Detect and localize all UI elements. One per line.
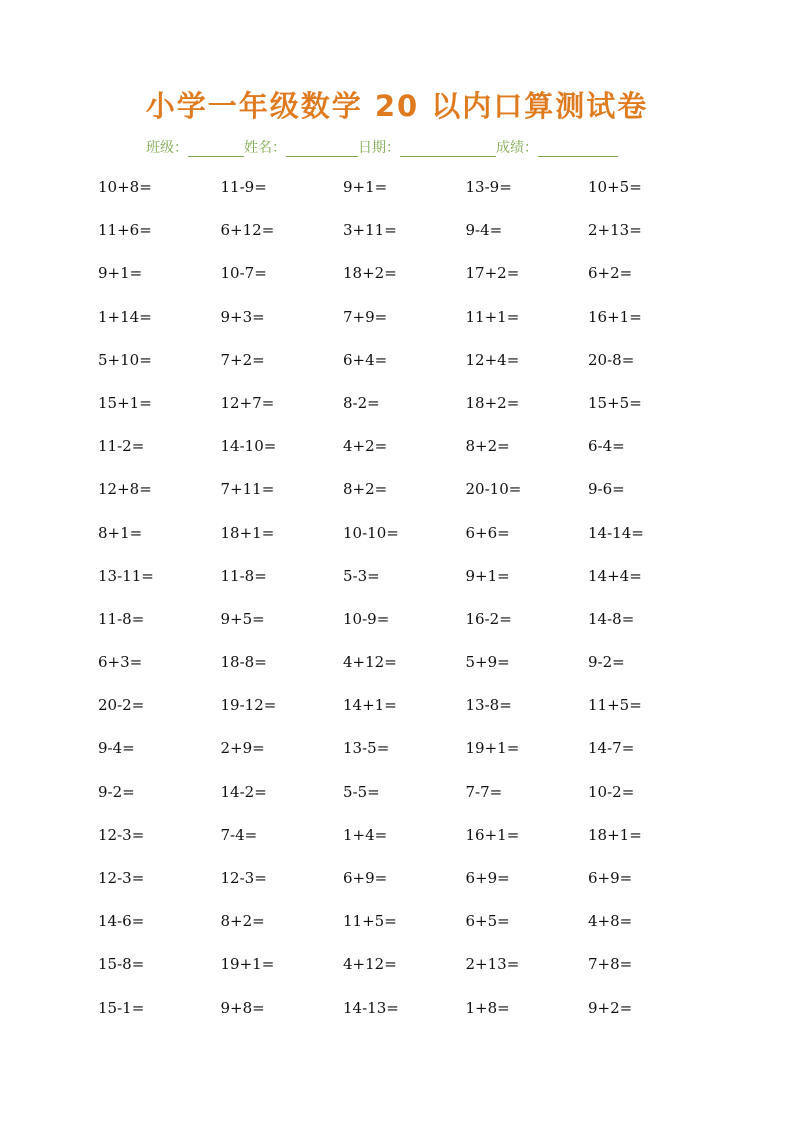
arithmetic-problem: 10+5= <box>588 178 642 196</box>
arithmetic-problem: 20-8= <box>588 350 635 369</box>
score-label: 成绩： <box>496 140 538 156</box>
problem-row <box>98 480 718 523</box>
arithmetic-problem: 13-8= <box>465 696 512 715</box>
arithmetic-problem: 16-2= <box>465 609 512 628</box>
problem-row <box>98 610 718 653</box>
arithmetic-problem: 14-10= <box>220 437 277 456</box>
arithmetic-problem: 6+4= <box>343 350 388 369</box>
arithmetic-problem: 15-1= <box>98 998 145 1017</box>
arithmetic-problem: 7+9= <box>343 307 388 326</box>
problem-row <box>98 783 718 826</box>
arithmetic-problem: 7+8= <box>588 955 633 974</box>
arithmetic-problem: 19-12= <box>220 696 277 715</box>
arithmetic-problem: 13-5= <box>343 739 390 758</box>
arithmetic-problem: 6+12= <box>220 221 275 240</box>
problem-row <box>98 955 718 998</box>
problem-row <box>98 394 718 437</box>
arithmetic-problem: 12-3= <box>98 869 145 887</box>
arithmetic-problem: 10-9= <box>343 609 390 628</box>
arithmetic-problem: 12-3= <box>220 869 267 887</box>
arithmetic-problem: 18+1= <box>588 825 642 844</box>
arithmetic-problem: 2+13= <box>465 955 520 974</box>
arithmetic-problem: 14-13= <box>343 998 399 1017</box>
problem-row <box>98 264 718 307</box>
problem-row <box>98 567 718 610</box>
arithmetic-problem: 15+1= <box>98 393 152 412</box>
arithmetic-problem: 5-5= <box>343 782 380 801</box>
arithmetic-problem: 16+1= <box>588 307 642 326</box>
arithmetic-problem: 6-4= <box>588 437 625 456</box>
problem-row <box>98 826 718 869</box>
arithmetic-problem: 12-3= <box>98 825 145 844</box>
problem-row <box>98 912 718 955</box>
arithmetic-problem: 8+2= <box>465 437 510 456</box>
arithmetic-problem: 18+2= <box>343 264 397 283</box>
arithmetic-problem: 1+14= <box>98 307 152 326</box>
arithmetic-problem: 9+8= <box>220 998 265 1017</box>
arithmetic-problem: 6+2= <box>588 264 633 283</box>
arithmetic-problem: 14+4= <box>588 566 642 585</box>
arithmetic-problem: 11-9= <box>220 178 267 196</box>
arithmetic-problem: 11+6= <box>98 221 152 240</box>
arithmetic-problem: 16+1= <box>465 825 520 844</box>
arithmetic-problem: 6+9= <box>343 869 388 887</box>
arithmetic-problem: 9-4= <box>98 739 135 758</box>
problem-row <box>98 869 718 912</box>
date-label: 日期： <box>358 140 400 156</box>
arithmetic-problem: 13-11= <box>98 566 154 585</box>
arithmetic-problem: 18+1= <box>220 523 275 542</box>
arithmetic-problem: 14+1= <box>343 696 397 715</box>
arithmetic-problem: 14-2= <box>220 782 267 801</box>
arithmetic-problem: 14-8= <box>588 609 635 628</box>
name-field <box>244 137 358 157</box>
arithmetic-problem: 6+9= <box>465 869 510 887</box>
problem-row <box>98 351 718 394</box>
arithmetic-problem: 15+5= <box>588 393 642 412</box>
arithmetic-problem: 9+2= <box>588 998 633 1017</box>
arithmetic-problem: 11-8= <box>220 566 267 585</box>
arithmetic-problem: 8+1= <box>98 523 143 542</box>
name-label: 姓名： <box>244 140 286 156</box>
problem-row <box>98 524 718 567</box>
arithmetic-problem: 10-7= <box>220 264 267 283</box>
student-info-line <box>146 137 618 157</box>
score-blank[interactable] <box>538 140 618 157</box>
arithmetic-problem: 14-7= <box>588 739 635 758</box>
problem-row <box>98 221 718 264</box>
arithmetic-problem: 14-6= <box>98 912 145 931</box>
arithmetic-problem: 9-6= <box>588 480 625 499</box>
arithmetic-problem: 18-8= <box>220 653 267 672</box>
arithmetic-problem: 6+6= <box>465 523 510 542</box>
arithmetic-problem: 19+1= <box>465 739 520 758</box>
problem-row <box>98 178 718 221</box>
arithmetic-problem: 9+1= <box>343 178 388 196</box>
arithmetic-problem: 9+1= <box>465 566 510 585</box>
arithmetic-problem: 8+2= <box>220 912 265 931</box>
arithmetic-problem: 7-4= <box>220 825 258 844</box>
arithmetic-problem: 4+8= <box>588 912 633 931</box>
arithmetic-problem: 9+3= <box>220 307 265 326</box>
arithmetic-problem: 9-2= <box>588 653 625 672</box>
arithmetic-problem: 7-7= <box>465 782 503 801</box>
arithmetic-problem: 12+8= <box>98 480 152 499</box>
arithmetic-problem: 7+11= <box>220 480 275 499</box>
class-label: 班级： <box>146 140 188 156</box>
arithmetic-problem: 4+2= <box>343 437 388 456</box>
arithmetic-problem: 1+4= <box>343 825 388 844</box>
arithmetic-problem: 4+12= <box>343 653 397 672</box>
arithmetic-problem: 9+5= <box>220 609 265 628</box>
problem-row <box>98 308 718 351</box>
arithmetic-problem: 13-9= <box>465 178 512 196</box>
arithmetic-problem: 14-14= <box>588 523 644 542</box>
arithmetic-problem: 9-2= <box>98 782 135 801</box>
arithmetic-problem: 11-8= <box>98 609 145 628</box>
arithmetic-problem: 12+7= <box>220 393 275 412</box>
page-title: 小学一年级数学 20 以内口算测试卷 <box>145 89 649 123</box>
arithmetic-problem: 10+8= <box>98 178 152 196</box>
arithmetic-problem: 10-10= <box>343 523 399 542</box>
arithmetic-problem: 11+5= <box>588 696 642 715</box>
arithmetic-problem: 11+1= <box>465 307 520 326</box>
arithmetic-problem: 9-4= <box>465 221 503 240</box>
arithmetic-problem: 4+12= <box>343 955 397 974</box>
problem-row <box>98 696 718 739</box>
arithmetic-problem: 20-2= <box>98 696 145 715</box>
score-field <box>496 137 618 157</box>
arithmetic-problem: 17+2= <box>465 264 520 283</box>
arithmetic-problem: 6+9= <box>588 869 633 887</box>
problem-row <box>98 999 718 1042</box>
arithmetic-problem: 3+11= <box>343 221 397 240</box>
name-blank[interactable] <box>286 140 358 157</box>
arithmetic-problem: 2+9= <box>220 739 265 758</box>
problem-row <box>98 437 718 480</box>
arithmetic-problem: 19+1= <box>220 955 275 974</box>
problem-row <box>98 653 718 696</box>
arithmetic-problem: 7+2= <box>220 350 265 369</box>
arithmetic-problem: 6+3= <box>98 653 143 672</box>
arithmetic-problem: 8-2= <box>343 393 380 412</box>
arithmetic-problem: 5+9= <box>465 653 510 672</box>
arithmetic-problem: 20-10= <box>465 480 522 499</box>
arithmetic-problem: 8+2= <box>343 480 388 499</box>
arithmetic-problem: 5+10= <box>98 350 152 369</box>
arithmetic-problem: 11+5= <box>343 912 397 931</box>
arithmetic-problem: 10-2= <box>588 782 635 801</box>
arithmetic-problem: 1+8= <box>465 998 510 1017</box>
problem-row <box>98 739 718 782</box>
class-field <box>146 137 244 157</box>
arithmetic-problem: 18+2= <box>465 393 520 412</box>
problem-grid <box>98 178 718 1042</box>
arithmetic-problem: 6+5= <box>465 912 510 931</box>
arithmetic-problem: 5-3= <box>343 566 380 585</box>
arithmetic-problem: 12+4= <box>465 350 520 369</box>
class-blank[interactable] <box>188 140 244 157</box>
arithmetic-problem: 15-8= <box>98 955 145 974</box>
date-blank[interactable] <box>400 140 496 157</box>
arithmetic-problem: 2+13= <box>588 221 642 240</box>
arithmetic-problem: 9+1= <box>98 264 143 283</box>
date-field <box>358 137 496 157</box>
arithmetic-problem: 11-2= <box>98 437 145 456</box>
